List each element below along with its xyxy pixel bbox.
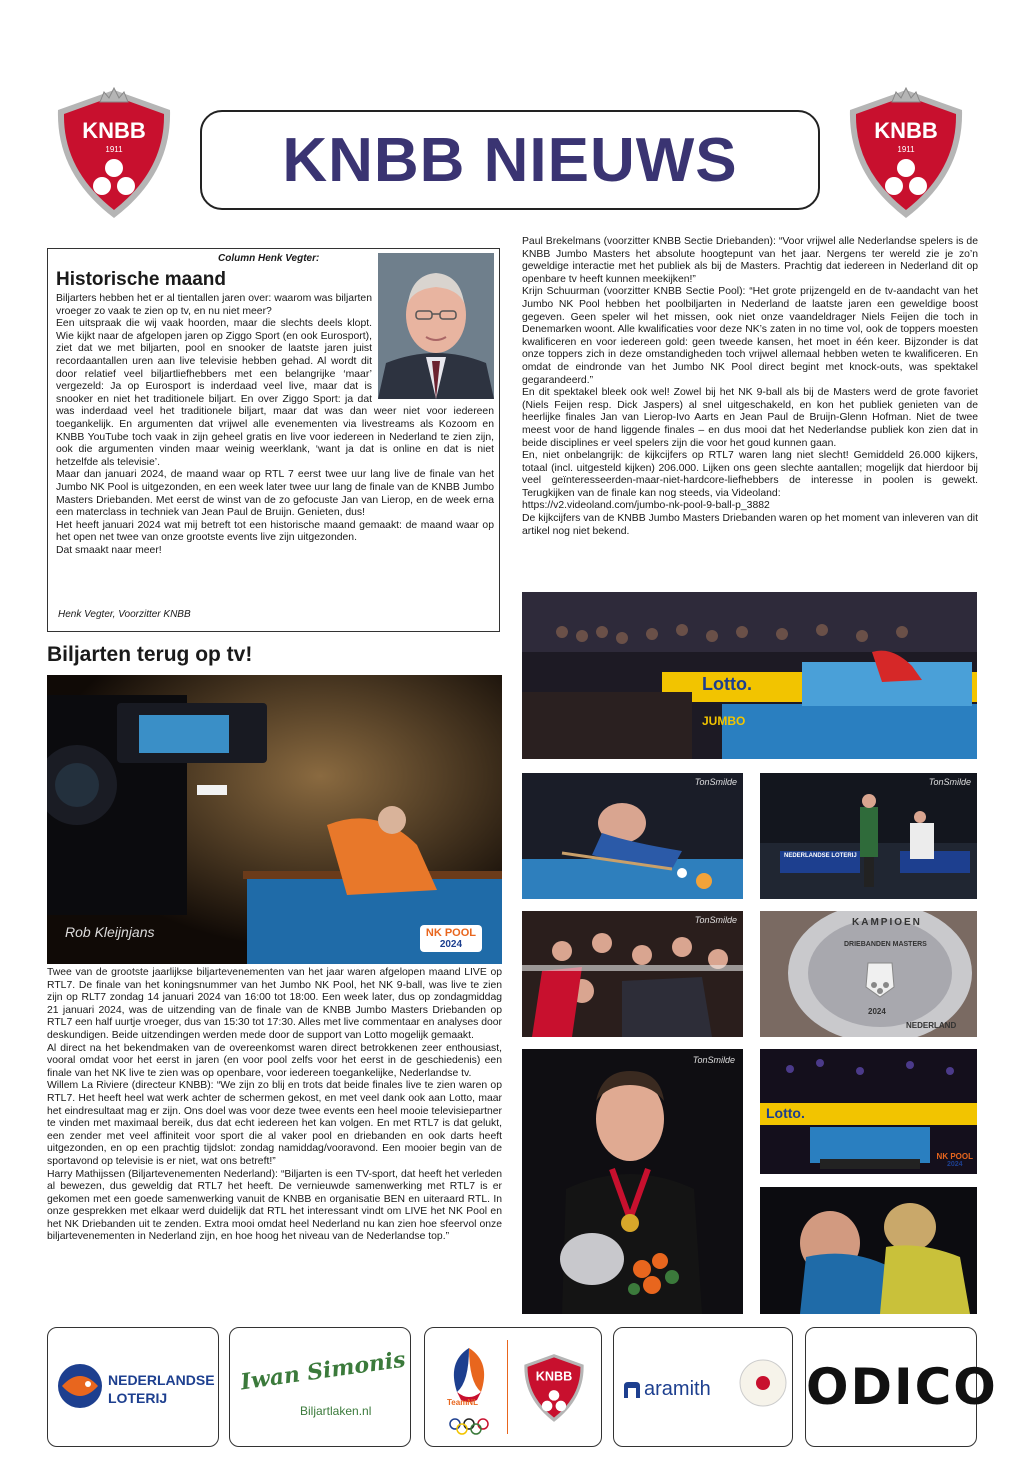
nk-pool-badge-small: NK POOL 2024: [936, 1152, 973, 1168]
sponsor-teamnl-knbb[interactable]: TeamNL KNBB: [424, 1327, 602, 1447]
right-paragraph: En, niet onbelangrijk: de kijkcijfers op RTL7 waren lang niet slecht! Gemiddeld 26.000 kijkers, totaal (incl. uitgesteld kijken) 206.000. Lijken ons geen slechte aantallen; mogelijk dat hierdoor bij veel geïnteresseerden-maar-niet-hardcore-liefhebbers de interesse in poolen is gewekt. Terugkijken van de finale kan nog steeds, via Videoland:: [522, 450, 978, 499]
champion-photo: TonSmilde: [522, 1049, 743, 1314]
quote-paul-brekelmans: Paul Brekelmans (voorzitter KNBB Sectie Driebanden): “Voor vrijwel alle Nederlandse spelers is de KNBB Jumbo Masters het absolute hoogtepunt van het jaar. Nergens ter wereld zie je zo’n geweldige interactie met het publiek als bij de Masters. Prachtig dat iedereen in Nederland dit op openbare tv heeft kunnen meekijken!”: [522, 236, 978, 285]
article-paragraph: Al direct na het bekendmaken van de overeenkomst waren direct betrokkenen zeer enthousiast, vooral omdat voor het eerst in jaren (en voor pool zelfs voor het eerst in de geschiedenis) een finale van het NK live te zien was op openbare, voor iedereen toegankelijke, Nederlandse tv.: [47, 1042, 502, 1079]
arena-photo: [522, 592, 977, 759]
masthead-title-box: [200, 110, 820, 210]
quote-krijn-schuurman: Krijn Schuurman (voorzitter KNBB Sectie Pool): “Het grote prijzengeld en de tv-aandacht van het Jumbo NK Pool hebben het poolbiljarten in Nederland de laatste jaren een geweldige boost gegeven. Geen speler wil het missen, ook niet onze vaandeldrager Niels Feijen die toch in Denemarken woont. Alle kwalificaties voor deze NK’s zaten in no time vol, ook de toppers moesten kwalificeren en voor iedereen gold: geen tweede kansen, het moet in één keer. Bijzonder is dat onze toppers zich in deze omstandigheden toch vrijwel allemaal hebben weten te kwalificeren. En omdat de eindronde van het Jumbo NK Pool direct begint met knock-outs, was spektakel gegarandeerd.”: [522, 286, 978, 386]
sponsor-aramith[interactable]: aramith: [613, 1327, 793, 1447]
svg-text:KNBB: KNBB: [535, 1369, 573, 1384]
trophy-year: 2024: [868, 1007, 886, 1016]
svg-text:KNBB: KNBB: [874, 118, 938, 143]
right-paragraph: De kijkcijfers van de KNBB Jumbo Masters Driebanden waren op het moment van inleveren van dit artikel nog niet bekend.: [522, 513, 978, 537]
photographer-signature: Rob Kleijnjans: [65, 924, 155, 940]
jumbo-sign: JUMBO: [702, 714, 746, 728]
audience-photo: TonSmilde: [522, 911, 743, 1037]
knbb-logo-right: [836, 84, 976, 224]
svg-text:1911: 1911: [897, 145, 915, 154]
trophy-text: KAMPIOEN: [852, 917, 922, 928]
article-paragraph: Twee van de grootste jaarlijkse biljartevenementen van het jaar waren afgelopen maand LIVE op RTL7. De finale van het koningsnummer van het Jumbo NK Pool, het NK 9-ball, was live te zien zijn op RLT7 zondag 14 januari 2024 van 16:00 tot 18:00. Een week later, dus op zondagmiddag 21 januari 2024, was de uitzending van de finale van de KNBB Jumbo Masters Driebanden op RTL7 een half uurtje vroeger, dus van 15:30 tot 17:30. Alles met live commentaar en analyses door deskundigen. Beide uitzendingen werden mede door de support van Lotto mogelijk gemaakt.: [47, 967, 502, 1041]
column-paragraph: Een uitspraak die wij vaak hoorden, maar die slechts deels klopt. Wie kijkt naar de afgelopen jaren op Ziggo Sport (en ook Eurosport), ziet dat we met biljarten, pool en snooker de laatste jaren juist recordaantallen uren aan live televisie hebben gehad. Al wordt dit door relatief veel biljartliefhebbers met een belangrijke ‘maar’ vergezeld: Ja op Eurosport is inderdaad veel live, maar dat is snooker en niet het traditionele biljart. En over Ziggo Sport: ja dat was inderdaad veel het traditionele biljart, maar dat was dan weer niet voor iedereen toegankelijk. En argumenten dat vrijwel alle evenementen via livestreams als Kozoom en KNBB YouTube toch vaak in zijn geheel gratis en live voor iedereen in Nederland te zien zijn, ook die argumenten vinden maar weinig weerklank, ‘want ja dat is online en dat is niet hetzelfde als televisie’.: [56, 318, 494, 468]
quote-willem-la-riviere: Willem La Riviere (directeur KNBB): “We zijn zo blij en trots dat beide finales live te zien waren op RTL7. Het heeft heel wat werk achter de schermen gekost, en met veel dank ook aan Lotto, maar het eindresultaat mag er zijn. Ons doel was voor deze twee events een heel mooie televisiepartner te vinden met maximaal bereik, dus dat echt iedereen het kan volgen. En met RTL7 is dat gelukt, een zender met veel affiniteit voor sport die al vaker pool en driebanden en ook darts heeft uitgezonden, en op een prachtig tijdslot: zondag namiddag/vooravond. Een mooier begin van de sportavond op televisie is er niet, wat ons betreft!”: [47, 1080, 502, 1167]
aramith-icon: [622, 1380, 642, 1400]
sponsor-odico[interactable]: ODICO: [805, 1327, 977, 1447]
sponsor-simonis[interactable]: Iwan Simonis Biljartlaken.nl: [229, 1327, 411, 1447]
trophy-sub: DRIEBANDEN MASTERS: [844, 941, 927, 948]
knbb-logo-sponsor: [517, 1346, 591, 1430]
nk-pool-badge: NK POOL 2024: [420, 925, 482, 952]
lotto-sign-small: Lotto.: [766, 1105, 805, 1121]
videoland-link[interactable]: https://v2.videoland.com/jumbo-nk-pool-9-ball-p_3882: [522, 500, 770, 512]
cue-ball-icon: [738, 1358, 788, 1408]
masthead-title: KNBB NIEUWS: [282, 125, 738, 195]
loterij-icon: [56, 1362, 104, 1410]
column-paragraph: Het heeft januari 2024 wat mij betreft tot een historische maand gemaakt: de maand waar op het open net twee van onze grootste events live zijn uitgezonden.: [56, 519, 494, 544]
column-kicker: Column Henk Vegter:: [218, 253, 320, 264]
quote-harry-mathijssen: Harry Mathijssen (Biljartevenementen Nederland): “Biljarten is een TV-sport, dat heeft het verleden al bewezen, dus geweldig dat RTL7 het heeft. De vernieuwde samenwerking met RTL7 is er gekomen met een goede samenwerking vanuit de KNBB en organisatie BEN en uiteraard RTL. In onze gesprekken met elkaar werd duidelijk dat RTL het interessant vindt om LIVE het NK Pool en het NK Driebanden uit te zenden. Extra mooi omdat heel Nederland nu kan zien hoe sfeervol onze biljartevenementen in Nederland zijn, en hoe hoog het niveau van de Nederlandse top.”: [47, 1168, 502, 1243]
player-bald-photo: TonSmilde: [522, 773, 743, 899]
column-title: Historische maand: [56, 269, 226, 290]
column-paragraph: Dat smaakt naar meer!: [56, 544, 162, 556]
sponsor-nederlandse-loterij[interactable]: NEDERLANDSE LOTERIJ: [47, 1327, 219, 1447]
tv-camera-photo: [47, 675, 502, 964]
trophy-photo: [760, 911, 977, 1037]
column-signature: Henk Vegter, Voorzitter KNBB: [58, 609, 191, 620]
trophy-country: NEDERLAND: [906, 1021, 957, 1030]
svg-text:KNBB: KNBB: [82, 118, 146, 143]
article-body: [47, 967, 502, 1244]
match-table-photo: [760, 1049, 977, 1174]
column-paragraph: Maar dan januari 2024, de maand waar op RTL 7 eerst twee uur lang live de finale van het Jumbo NK Pool is uitgezonden, en een week later twee uur lang de finale van de KNBB Jumbo Masters Driebanden. Met eerst de winst van de zo gefocuste Jan van Lierop, en de week erna een materclass in techniek van Jean Paul de Bruijn. Genieten, dus!: [56, 469, 494, 519]
column-paragraph: Biljarters hebben het er al tientallen jaren over: waarom was biljarten vroeger zo vaak te zien op tv, en nu niet meer?: [56, 293, 372, 317]
knbb-logo-left: [44, 84, 184, 224]
teamnl-icon: [441, 1342, 497, 1436]
column-body: [56, 293, 494, 557]
player-referee-photo: NEDERLANDSE LOTERIJ TonSmilde: [760, 773, 977, 899]
svg-text:1911: 1911: [105, 145, 123, 154]
article-title: Biljarten terug op tv!: [47, 643, 253, 666]
right-column-text: [522, 236, 978, 538]
lotto-sign: Lotto.: [702, 674, 752, 694]
loterij-board: NEDERLANDSE LOTERIJ: [784, 853, 857, 859]
right-paragraph: En dit spektakel bleek ook wel! Zowel bij het NK 9-ball als bij de Masters werd de grote favoriet (Niels Feijen resp. Dick Jaspers) al snel uitgeschakeld, en kon het publiek genieten van de heerlijke finales Jan van Lierop-Ivo Aarts en Jean Paul de Bruijn-Glenn Hofman. Niet de twee meest voor de hand liggende finales – en dus mooi dat het Nederlandse publiek kon zien dat in beide disciplines er veel spelers zijn die voor het goud kunnen gaan.: [522, 387, 978, 449]
column-box: [47, 248, 500, 632]
embrace-photo: [760, 1187, 977, 1314]
